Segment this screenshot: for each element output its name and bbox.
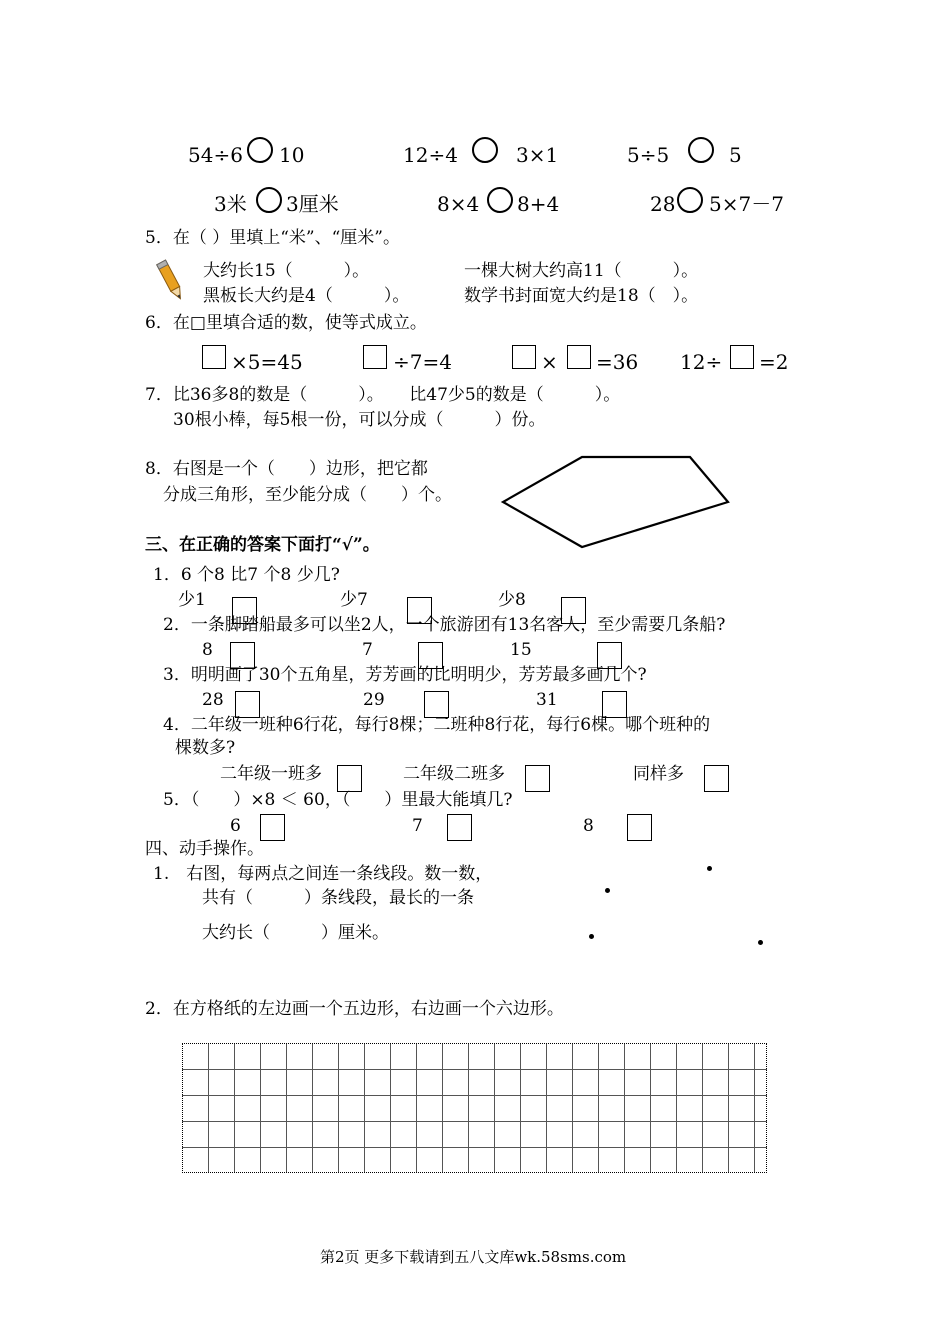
check-box[interactable] (597, 642, 622, 669)
check-box[interactable] (418, 642, 443, 669)
q6-eq2: ÷7=4 (393, 350, 452, 374)
s3-q2-option: 7 (362, 640, 373, 660)
check-box[interactable] (627, 814, 652, 841)
check-box[interactable] (525, 765, 550, 792)
q8-line-a: 8．右图是一个（ ）边形，把它都 (145, 459, 428, 479)
s3-q3-option: 29 (363, 690, 385, 710)
point-dot (605, 888, 610, 893)
compare-left-2: 12÷4 (403, 143, 458, 167)
compare-circle[interactable] (677, 187, 703, 213)
q6-eq4-left: 12÷ (680, 350, 723, 374)
compare-left-3: 5÷5 (627, 143, 670, 167)
compare-circle[interactable] (247, 137, 273, 163)
compare-right-6: 5×7－7 (709, 192, 784, 216)
point-dot (707, 866, 712, 871)
s4-q1-line-c: 大约长（ ）厘米。 (202, 923, 389, 943)
s3-q4-option: 二年级二班多 (403, 764, 505, 784)
s3-q1-option: 少7 (340, 590, 368, 610)
s4-q1-line-b: 共有（ ）条线段，最长的一条 (202, 888, 474, 908)
q6-title: 6．在□里填合适的数，使等式成立。 (145, 313, 427, 333)
check-box[interactable] (260, 814, 285, 841)
s4-q1-line-a: 1. 右图，每两点之间连一条线段。数一数， (153, 864, 493, 884)
compare-circle[interactable] (688, 137, 714, 163)
s3-q4-line-a: 4．二年级一班种6行花，每行8棵；二班种8行花，每行6棵。哪个班种的 (163, 715, 711, 735)
check-box[interactable] (235, 691, 260, 718)
section3-heading: 三、在正确的答案下面打“√”。 (145, 535, 380, 555)
s3-q3: 3．明明画了30个五角星，芳芳画的比明明少，芳芳最多画几个? (163, 665, 647, 685)
q5-title: 5．在（ ）里填上“米”、“厘米”。 (145, 228, 400, 248)
s3-q3-option: 28 (202, 690, 224, 710)
check-box[interactable] (704, 765, 729, 792)
check-box[interactable] (447, 814, 472, 841)
compare-right-4: 3厘米 (286, 192, 339, 216)
q6-eq4-result: =2 (759, 350, 789, 374)
q5-item-b: 一棵大树大约高11（ ）。 (464, 261, 699, 281)
q8-line-b: 分成三角形，至少能分成（ ）个。 (163, 485, 452, 505)
compare-right-3: 5 (729, 143, 742, 167)
check-box[interactable] (337, 765, 362, 792)
q6-eq1: ×5=45 (231, 350, 303, 374)
s3-q2-option: 15 (510, 640, 532, 660)
compare-circle[interactable] (256, 187, 282, 213)
q7-line-a: 7．比36多8的数是（ ）。 比47少5的数是（ ）。 (145, 385, 621, 405)
point-dot (589, 934, 594, 939)
answer-box[interactable] (730, 345, 754, 369)
pencil-icon (156, 258, 186, 304)
s3-q5-option: 7 (412, 816, 423, 836)
answer-box[interactable] (512, 345, 536, 369)
compare-left-6: 28 (650, 192, 676, 216)
compare-right-2: 3×1 (516, 143, 559, 167)
check-box[interactable] (424, 691, 449, 718)
grid-paper[interactable] (182, 1043, 767, 1173)
compare-circle[interactable] (487, 187, 513, 213)
compare-right-1: 10 (279, 143, 305, 167)
compare-left-4: 3米 (214, 192, 247, 216)
check-box[interactable] (561, 597, 586, 624)
q5-item-c: 黑板长大约是4（ ）。 (203, 286, 410, 306)
s3-q1: 1．6 个8 比7 个8 少几? (153, 565, 340, 585)
check-box[interactable] (230, 642, 255, 669)
section4-heading: 四、动手操作。 (145, 839, 264, 859)
pentagon-figure (495, 450, 740, 555)
q6-eq3-op: × (541, 350, 558, 374)
compare-left-5: 8×4 (437, 192, 480, 216)
q5-item-d: 数学书封面宽大约是18（ ）。 (464, 286, 699, 306)
s3-q4-option: 同样多 (633, 764, 684, 784)
q6-eq3-result: =36 (596, 350, 639, 374)
check-box[interactable] (602, 691, 627, 718)
compare-left-1: 54÷6 (188, 143, 243, 167)
answer-box[interactable] (567, 345, 591, 369)
check-box[interactable] (232, 597, 257, 624)
point-dot (758, 940, 763, 945)
s3-q5-option: 8 (583, 816, 594, 836)
s3-q5: 5．（ ）×8 ＜ 60，（ ）里最大能填几? (163, 790, 513, 810)
s3-q3-option: 31 (536, 690, 558, 710)
s3-q2: 2．一条脚踏船最多可以坐2人，一个旅游团有13名客人，至少需要几条船? (163, 615, 726, 635)
q5-item-a: 大约长15（ ）。 (203, 261, 370, 281)
q7-line-b: 30根小棒，每5根一份，可以分成（ ）份。 (173, 410, 546, 430)
compare-circle[interactable] (472, 137, 498, 163)
s3-q4-option: 二年级一班多 (220, 764, 322, 784)
s3-q1-option: 少8 (498, 590, 526, 610)
compare-right-5: 8+4 (517, 192, 560, 216)
s3-q5-option: 6 (230, 816, 241, 836)
s3-q2-option: 8 (202, 640, 213, 660)
s3-q1-option: 少1 (178, 590, 206, 610)
answer-box[interactable] (202, 345, 226, 369)
s4-q2: 2．在方格纸的左边画一个五边形，右边画一个六边形。 (145, 999, 564, 1019)
check-box[interactable] (407, 597, 432, 624)
page-footer: 第2页 更多下载请到五八文库wk.58sms.com (320, 1248, 627, 1266)
s3-q4-line-b: 棵数多? (175, 738, 236, 758)
answer-box[interactable] (363, 345, 387, 369)
